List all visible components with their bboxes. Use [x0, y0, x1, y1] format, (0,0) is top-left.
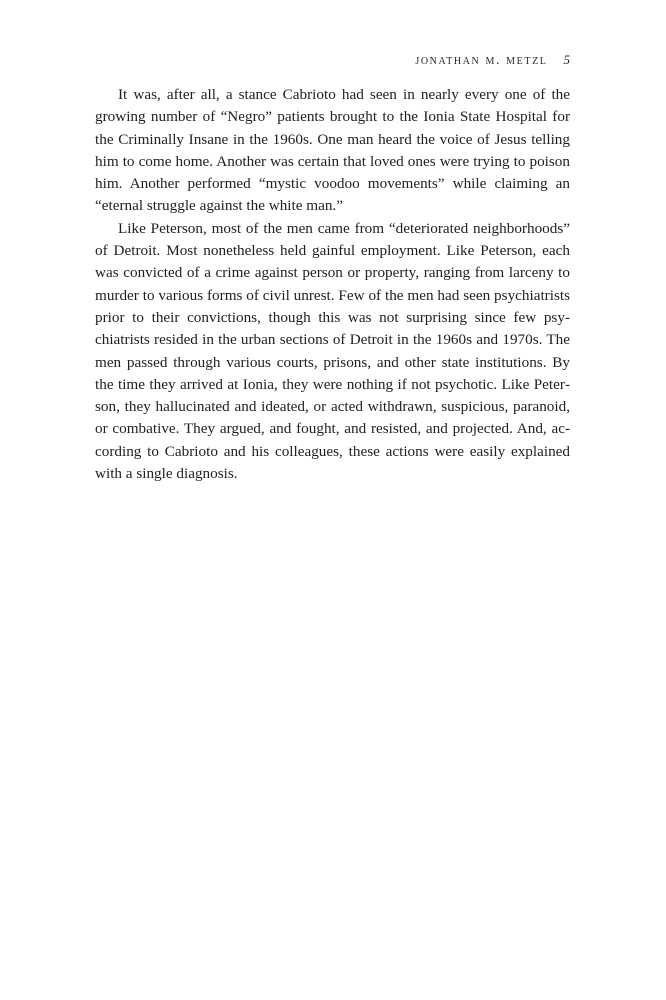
paragraph: Like Peterson, most of the men came from “deteriorated neighborhoods” of Detroit. Most nonetheless held gainful employment. Like Peterson, each was convicted of a crime against person or property, ranging from larceny to murder to various forms of civil unrest. Few of the men had seen psychiatrists prior to their convictions, though this was not surprising since few psychiatrists resided in the urban sections of Detroit in the 1960s and 1970s. The men passed through various courts, prisons, and other state institutions. By the time they arrived at Ionia, they were nothing if not psychotic. Like Peterson, they hallucinated and ideated, or acted withdrawn, suspicious, paranoid, or combative. They argued, and fought, and resisted, and projected. And, according to Cabrioto and his colleagues, these actions were easily explained with a single diagnosis.: [95, 219, 570, 483]
running-head-author: jonathan m. metzl: [415, 53, 548, 68]
body-text: [95, 84, 570, 485]
paragraph: It was, after all, a stance Cabrioto had seen in nearly every one of the growing number of “Negro” patients brought to the Ionia State Hospital for the Criminally Insane in the 1960s. One man heard the voice of Jesus telling him to come home. Another was certain that loved ones were trying to poison him. Another performed “mystic voodoo movements” while claiming an “eternal struggle against the white man.”: [95, 86, 570, 215]
running-head: [0, 52, 570, 70]
page-number: 5: [563, 52, 570, 67]
